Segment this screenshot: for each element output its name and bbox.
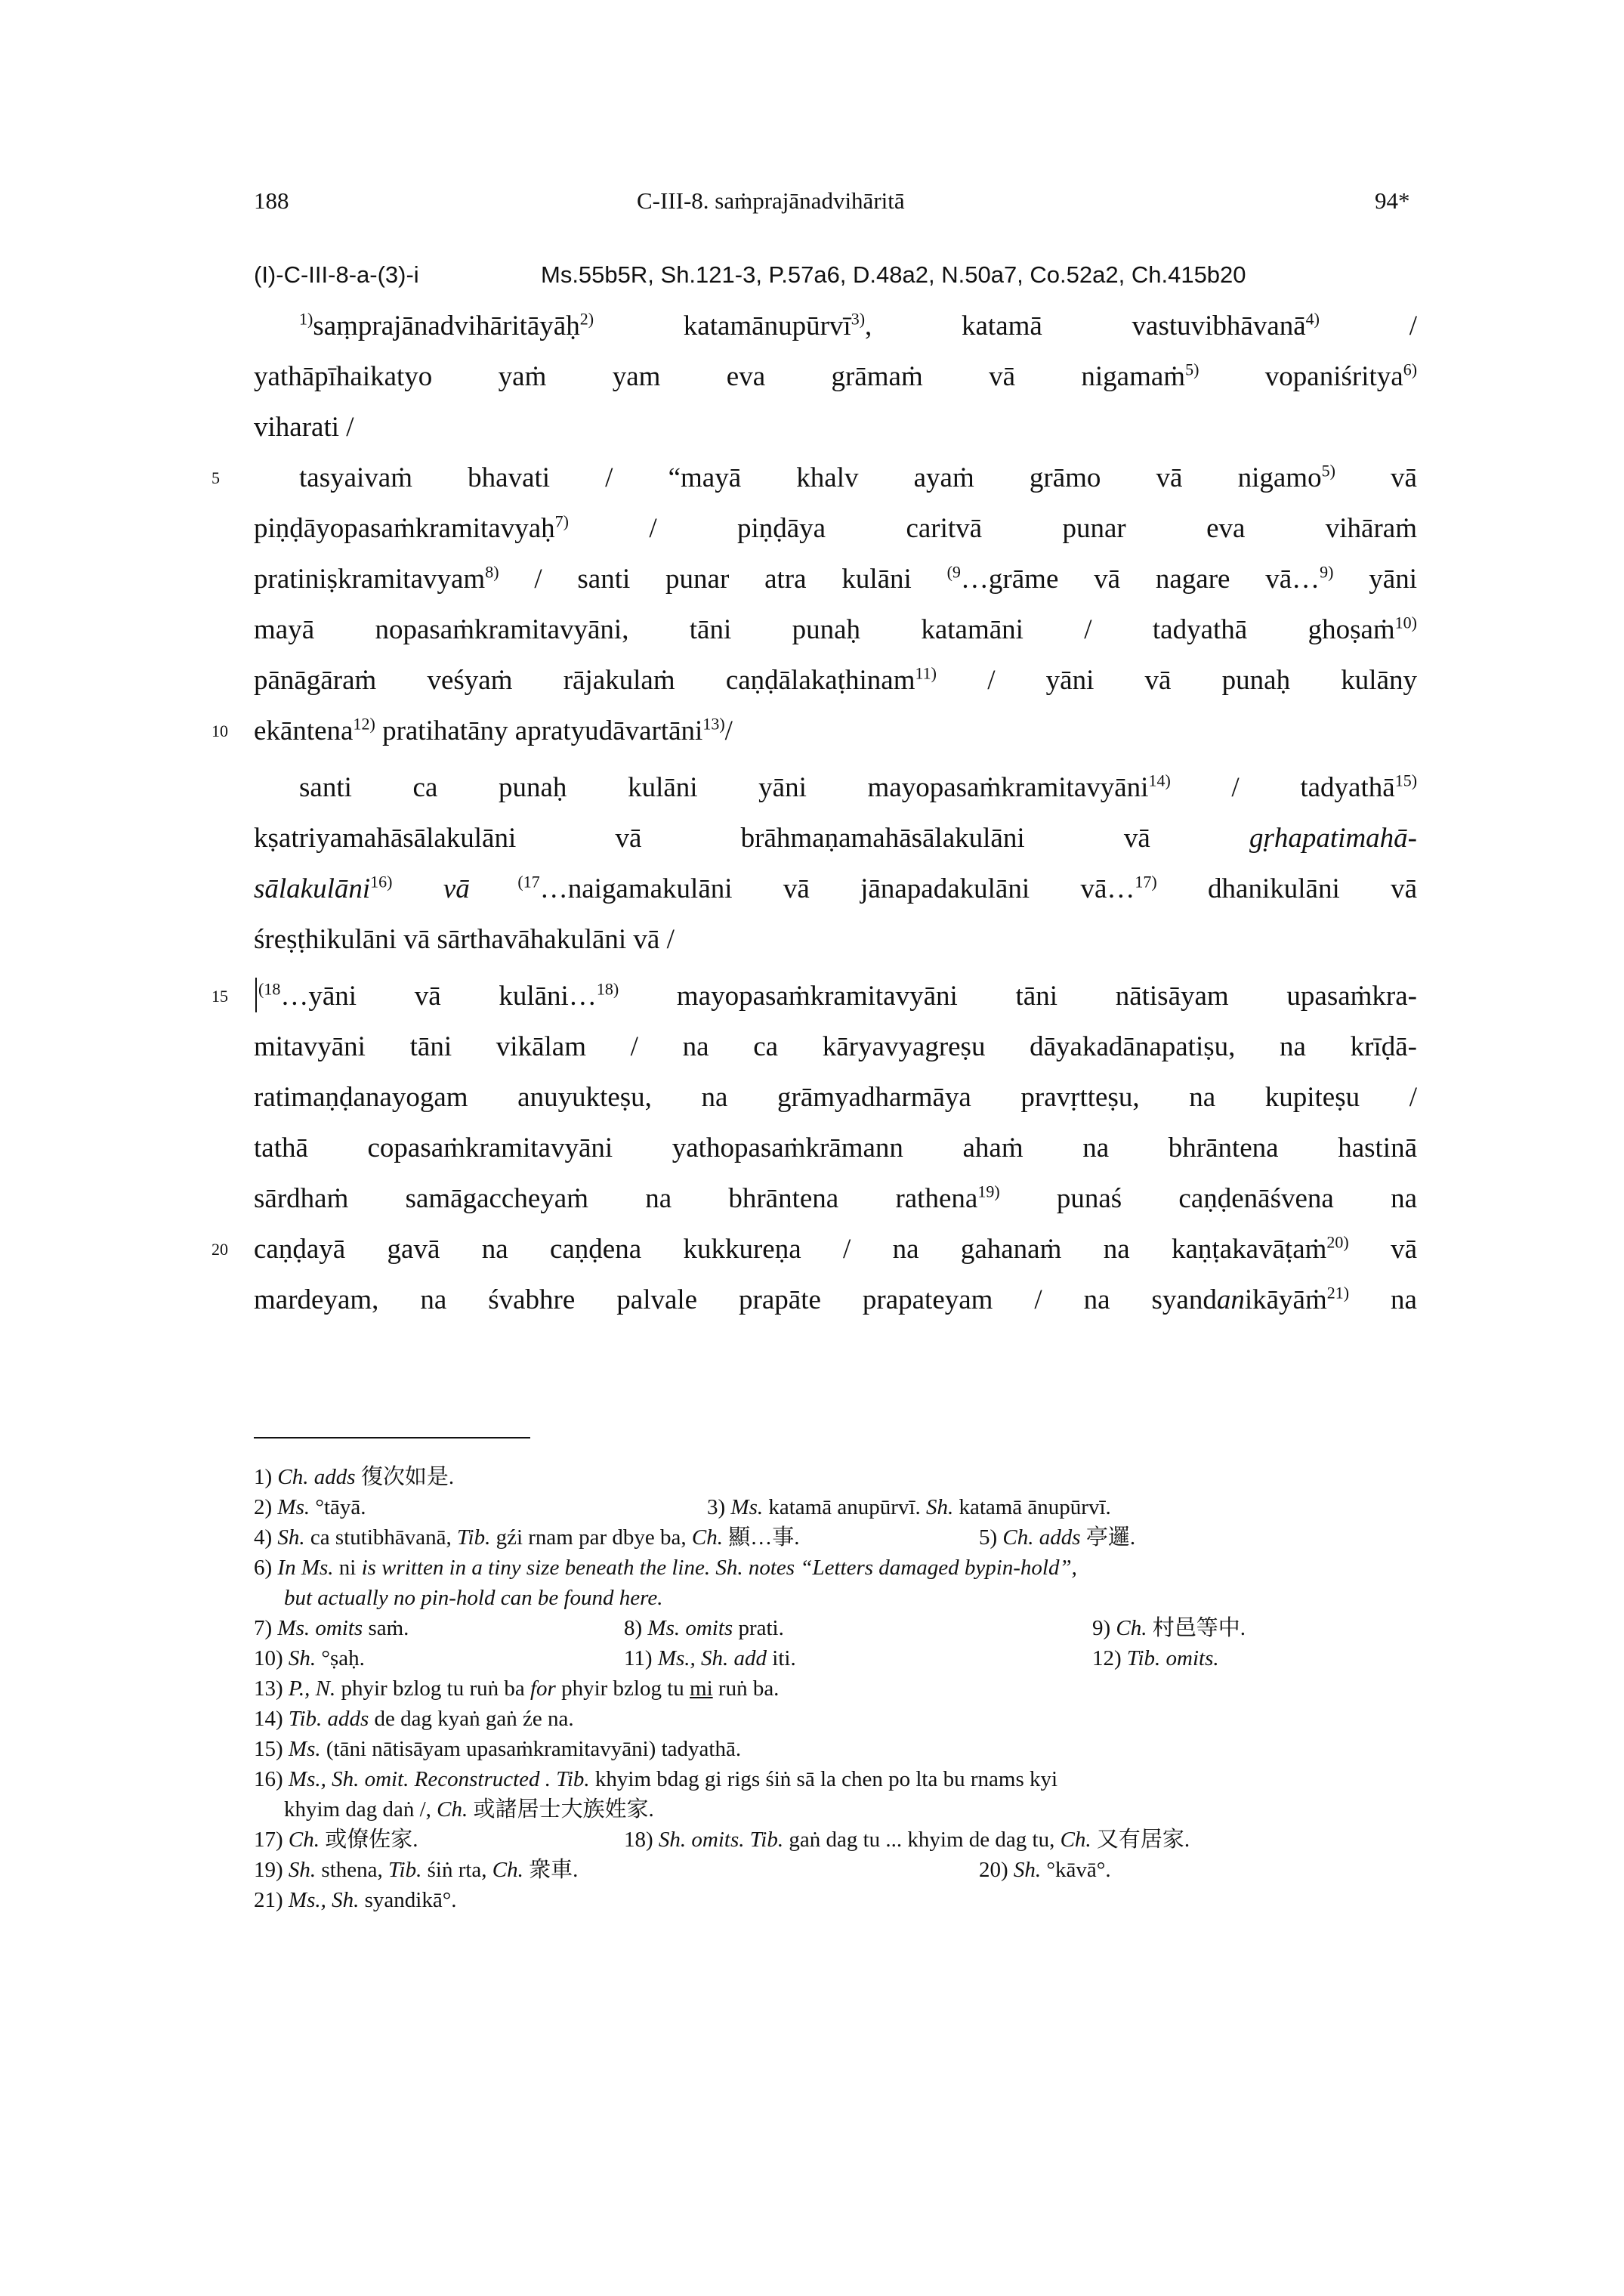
text-line-12 bbox=[254, 864, 1417, 914]
text-seg: …naigamakulāni vā jānapadakulāni vā… bbox=[539, 873, 1135, 904]
footnote-row-2-3 bbox=[254, 1492, 1432, 1522]
left-bracket-bar bbox=[255, 978, 257, 1012]
fn-italic: Ms. bbox=[730, 1495, 764, 1519]
text-seg: …grāme vā nagare vā… bbox=[960, 564, 1320, 595]
note-ref-4: 4) bbox=[1305, 309, 1320, 329]
text-line-13 bbox=[254, 914, 1417, 965]
fn-italic: for bbox=[529, 1676, 556, 1701]
line-number-10: 10 bbox=[211, 722, 228, 740]
fn-italic: Ms. omits bbox=[647, 1616, 733, 1640]
text-line-1 bbox=[254, 301, 1417, 351]
fn-num: 16) bbox=[254, 1767, 289, 1791]
text-line-9 bbox=[211, 706, 1417, 756]
fn-italic: Sh. omits. Tib. bbox=[658, 1828, 784, 1852]
fn-num: 18) bbox=[624, 1828, 659, 1852]
fn-italic: Sh. bbox=[288, 1646, 316, 1670]
fn-italic: Ch. bbox=[437, 1797, 468, 1822]
fn-text: katamā ānupūrvī. bbox=[953, 1495, 1111, 1519]
footnote-14 bbox=[254, 1704, 1432, 1734]
text-seg: sārdhaṁ samāgaccheyaṁ na bhrāntena rathena bbox=[254, 1183, 978, 1214]
text-line-6 bbox=[254, 554, 1417, 604]
text-seg: viharati / bbox=[254, 412, 354, 443]
text-seg: katamānupūrvī bbox=[594, 311, 851, 341]
text-seg: tathā copasaṁkramitavyāni yathopasaṁkrāmann ahaṁ na bhrāntena hastinā bbox=[254, 1133, 1417, 1163]
fn-italic: Sh. bbox=[277, 1525, 305, 1550]
fn-text: gaṅ dag tu ... khyim de dag tu, bbox=[783, 1828, 1061, 1852]
fn-num: 14) bbox=[254, 1707, 289, 1731]
text-seg: ratimaṇḍanayogam anuyukteṣu, na grāmyadharmāya pravṛtteṣu, na kupiteṣu / bbox=[254, 1082, 1417, 1113]
fn-text: °kāvā°. bbox=[1041, 1858, 1111, 1882]
text-seg: pratihatāny apratyudāvartāni bbox=[375, 715, 703, 746]
fn-text: khyim dag daṅ /, bbox=[284, 1797, 437, 1822]
footnote-6 bbox=[254, 1553, 1432, 1613]
text-seg: kṣatriyamahāsālakulāni vā brāhmaṇamahāsālakulāni vā bbox=[254, 823, 1249, 854]
fn-italic: Ms. bbox=[277, 1495, 310, 1519]
footnote-8 bbox=[624, 1613, 784, 1643]
running-title: C-III-8. saṁprajānadvihāritā bbox=[637, 187, 905, 214]
fn-text: 衆車. bbox=[523, 1858, 579, 1882]
fn-num: 11) bbox=[624, 1646, 658, 1670]
fn-num: 21) bbox=[254, 1888, 289, 1912]
note-ref-18-close: 18) bbox=[596, 979, 619, 999]
text-seg-italic: gṛhapatimahā- bbox=[1249, 823, 1417, 854]
line-number-20: 20 bbox=[211, 1240, 228, 1259]
fn-italic: Sh. bbox=[288, 1858, 316, 1882]
fn-num: 5) bbox=[979, 1525, 1003, 1550]
footnote-21 bbox=[254, 1885, 1432, 1915]
fn-num: 17) bbox=[254, 1828, 289, 1852]
note-ref-11: 11) bbox=[915, 663, 937, 683]
text-line-11 bbox=[254, 813, 1417, 864]
footnote-9 bbox=[1092, 1613, 1246, 1643]
note-ref-5: 5) bbox=[1185, 360, 1199, 379]
fn-num: 13) bbox=[254, 1676, 289, 1701]
note-ref-9-open: (9 bbox=[946, 562, 961, 582]
note-ref-6: 6) bbox=[1403, 360, 1418, 379]
fn-text: °ṣaḥ. bbox=[316, 1646, 365, 1670]
fn-text: 亭邏. bbox=[1080, 1525, 1136, 1550]
text-line-5 bbox=[254, 503, 1417, 554]
text-seg: / piṇḍāya caritvā punar eva vihāraṁ bbox=[568, 513, 1417, 544]
footnotes bbox=[254, 1462, 1432, 1915]
fn-italic: P., N. bbox=[288, 1676, 336, 1701]
text-seg: vopaniśritya bbox=[1199, 361, 1403, 392]
fn-italic: Ms., Sh. omit. Reconstructed . Tib. bbox=[288, 1767, 590, 1791]
text-seg: / yāni vā punaḥ kulāny bbox=[937, 665, 1417, 696]
text-seg: piṇḍāyopasaṁkramitavyaḥ bbox=[254, 513, 555, 544]
section-id-line bbox=[254, 258, 1387, 292]
fn-text: phyir bzlog tu ruṅ ba bbox=[335, 1676, 530, 1701]
text-line-3 bbox=[254, 402, 1417, 453]
footnote-4 bbox=[254, 1525, 800, 1550]
fn-italic: is written in a tiny size beneath the line. Sh. notes “Letters damaged bypin-hold”, bbox=[361, 1556, 1077, 1580]
footnote-11 bbox=[624, 1643, 796, 1673]
footnote-13 bbox=[254, 1673, 1432, 1704]
note-ref-21: 21) bbox=[1326, 1283, 1350, 1303]
text-line-14 bbox=[211, 971, 1417, 1021]
fn-italic: Ch. bbox=[1116, 1616, 1147, 1640]
fn-num: 4) bbox=[254, 1525, 278, 1550]
footnote-row-7-9 bbox=[254, 1613, 1432, 1643]
note-ref-20: 20) bbox=[1326, 1232, 1349, 1252]
fn-num: 3) bbox=[707, 1495, 731, 1519]
fn-num: 1) bbox=[254, 1465, 278, 1489]
footnote-12 bbox=[1092, 1643, 1219, 1673]
text-seg: yathāpīhaikatyo yaṁ yam eva grāmaṁ vā nigamaṁ bbox=[254, 361, 1186, 392]
fn-num: 6) bbox=[254, 1556, 278, 1580]
fn-text: ni bbox=[333, 1556, 362, 1580]
text-line-19 bbox=[211, 1224, 1417, 1275]
text-line-10 bbox=[254, 762, 1417, 813]
note-ref-17-open: (17 bbox=[469, 872, 540, 892]
text-seg: na bbox=[1349, 1284, 1417, 1315]
note-ref-3: 3) bbox=[851, 309, 866, 329]
text-seg: śreṣṭhikulāni vā sārthavāhakulāni vā / bbox=[254, 924, 675, 955]
text-seg: tasyaivaṁ bhavati / “mayā khalv ayaṁ grāmo vā nigamo bbox=[299, 462, 1322, 493]
fn-text: sthena, bbox=[316, 1858, 389, 1882]
text-seg-italic: vā bbox=[392, 873, 470, 904]
fn-italic: Ch. adds bbox=[1002, 1525, 1081, 1550]
text-line-20 bbox=[254, 1275, 1417, 1325]
fn-text: 村邑等中. bbox=[1147, 1616, 1246, 1640]
fn-italic: Ch. bbox=[492, 1858, 523, 1882]
note-ref-5: 5) bbox=[1321, 461, 1335, 481]
text-seg: vā bbox=[1348, 1234, 1417, 1265]
text-seg: / tadyathā bbox=[1170, 772, 1395, 803]
fn-num: 9) bbox=[1092, 1616, 1116, 1640]
note-ref-19: 19) bbox=[977, 1182, 1000, 1201]
fn-text: katamā anupūrvī. bbox=[763, 1495, 926, 1519]
text-seg-italic: sālakulāni bbox=[254, 873, 371, 904]
fn-italic: Ms., Sh. bbox=[288, 1888, 360, 1912]
fn-text: 顯…事. bbox=[722, 1525, 800, 1550]
footnote-row-10-12 bbox=[254, 1643, 1432, 1673]
footnote-row-4-5 bbox=[254, 1522, 1432, 1553]
text-seg: mayopasaṁkramitavyāni tāni nātisāyam upasaṁkra- bbox=[619, 981, 1417, 1012]
section-label: (I)-C-III-8-a-(3)-i bbox=[254, 261, 419, 288]
fn-num: 15) bbox=[254, 1737, 289, 1761]
footnote-1 bbox=[254, 1462, 1432, 1492]
fn-text: °tāyā. bbox=[310, 1495, 366, 1519]
fn-text: śiṅ rta, bbox=[421, 1858, 492, 1882]
fn-text: syandikā°. bbox=[359, 1888, 457, 1912]
footnote-18 bbox=[624, 1825, 1190, 1855]
fn-italic: Tib. omits. bbox=[1126, 1646, 1219, 1670]
fn-text: 又有居家. bbox=[1091, 1828, 1190, 1852]
text-line-4 bbox=[211, 453, 1417, 503]
fn-num: 20) bbox=[979, 1858, 1014, 1882]
fn-text: saṁ. bbox=[363, 1616, 409, 1640]
fn-text: 或僚佐家. bbox=[320, 1828, 418, 1852]
text-seg: pānāgāraṁ veśyaṁ rājakulaṁ caṇḍālakaṭhinam bbox=[254, 665, 915, 696]
text-line-15 bbox=[254, 1021, 1417, 1072]
fn-underlined: mi bbox=[690, 1676, 713, 1701]
text-seg: punaś caṇḍenāśvena na bbox=[999, 1183, 1417, 1214]
fn-text: 或諸居士大族姓家. bbox=[468, 1797, 654, 1822]
text-seg: yāni bbox=[1333, 564, 1417, 595]
footnote-7 bbox=[254, 1616, 409, 1640]
footnote-row-19-20 bbox=[254, 1855, 1432, 1885]
text-seg: mayā nopasaṁkramitavyāni, tāni punaḥ katamāni / tadyathā ghoṣaṁ bbox=[254, 614, 1395, 645]
fn-num: 10) bbox=[254, 1646, 289, 1670]
footnote-17 bbox=[254, 1828, 418, 1852]
fn-text: (tāni nātisāyam upasaṁkramitavyāni) tadyathā. bbox=[320, 1737, 742, 1761]
text-seg: / bbox=[724, 715, 733, 746]
text-seg: / santi punar atra kulāni bbox=[499, 564, 947, 595]
footnote-15 bbox=[254, 1734, 1432, 1764]
text-line-7 bbox=[254, 604, 1417, 655]
fn-italic: Sh. bbox=[1013, 1858, 1042, 1882]
fn-italic: Ms. omits bbox=[277, 1616, 363, 1640]
fn-text: khyim bdag gi rigs śiṅ sā la chen po lta bu rnams kyi bbox=[589, 1767, 1058, 1791]
text-seg: / bbox=[1320, 311, 1417, 341]
footnote-3 bbox=[707, 1492, 1111, 1522]
page-number: 188 bbox=[254, 187, 289, 214]
fn-italic: Ms. bbox=[288, 1737, 321, 1761]
note-ref-13: 13) bbox=[702, 714, 725, 734]
note-ref-18-open: (18 bbox=[258, 979, 281, 999]
fn-italic: Sh. bbox=[925, 1495, 954, 1519]
fn-text: phyir bzlog tu bbox=[555, 1676, 690, 1701]
footnote-10 bbox=[254, 1646, 365, 1670]
manuscript-references: Ms.55b5R, Sh.121-3, P.57a6, D.48a2, N.50a7, Co.52a2, Ch.415b20 bbox=[541, 261, 1246, 288]
fn-italic: Tib. adds bbox=[288, 1707, 369, 1731]
line-number-15: 15 bbox=[211, 987, 228, 1006]
fn-italic: Ms., Sh. add bbox=[657, 1646, 767, 1670]
footnote-2 bbox=[254, 1495, 366, 1519]
note-ref-16: 16) bbox=[370, 872, 393, 892]
fn-italic: Ch. bbox=[691, 1525, 723, 1550]
line-number-5: 5 bbox=[211, 468, 220, 487]
note-ref-12: 12) bbox=[353, 714, 375, 734]
text-seg: ekāntena bbox=[254, 715, 354, 746]
footnote-5 bbox=[979, 1522, 1135, 1553]
note-ref-14: 14) bbox=[1148, 771, 1171, 790]
note-ref-9-close: 9) bbox=[1320, 562, 1334, 582]
footnote-20 bbox=[979, 1855, 1111, 1885]
text-seg: caṇḍayā gavā na caṇḍena kukkureṇa / na gahanaṁ na kaṇṭakavāṭaṁ bbox=[254, 1234, 1327, 1265]
text-seg: …yāni vā kulāni… bbox=[280, 981, 597, 1012]
fn-text: 復次如是. bbox=[355, 1465, 455, 1489]
fn-italic: Ch. bbox=[1060, 1828, 1091, 1852]
fn-italic: Ch. bbox=[288, 1828, 320, 1852]
text-line-8 bbox=[254, 655, 1417, 706]
footnote-19 bbox=[254, 1858, 578, 1882]
fn-num: 19) bbox=[254, 1858, 289, 1882]
text-line-16 bbox=[254, 1072, 1417, 1123]
note-ref-10: 10) bbox=[1394, 613, 1417, 632]
text-seg: saṃprajānadvihāritāyāḥ bbox=[313, 311, 580, 341]
text-line-17 bbox=[254, 1123, 1417, 1173]
fn-text: de dag kyaṅ gaṅ źe na. bbox=[369, 1707, 574, 1731]
text-line-2 bbox=[254, 351, 1417, 402]
fn-text: iti. bbox=[767, 1646, 796, 1670]
fn-num: 12) bbox=[1092, 1646, 1127, 1670]
note-ref-1: 1) bbox=[299, 309, 313, 329]
fn-text: gźi rnam par dbye ba, bbox=[490, 1525, 692, 1550]
folio-number: 94* bbox=[1375, 187, 1410, 214]
note-ref-2: 2) bbox=[579, 309, 594, 329]
text-seg: santi ca punaḥ kulāni yāni mayopasaṁkramitavyāni bbox=[299, 772, 1149, 803]
note-ref-8: 8) bbox=[485, 562, 499, 582]
text-seg: mardeyam, na śvabhre palvale prapāte prapateyam / na syandanikāyāṁ bbox=[254, 1284, 1327, 1315]
fn-num: 8) bbox=[624, 1616, 648, 1640]
note-ref-17-close: 17) bbox=[1135, 872, 1157, 892]
fn-italic: Ch. adds bbox=[277, 1465, 356, 1489]
text-line-18 bbox=[254, 1173, 1417, 1224]
fn-num: 7) bbox=[254, 1616, 278, 1640]
fn-num: 2) bbox=[254, 1495, 278, 1519]
fn-italic: Tib. bbox=[388, 1858, 422, 1882]
fn-text: ca stutibhāvanā, bbox=[304, 1525, 457, 1550]
fn-italic: but actually no pin-hold can be found here. bbox=[284, 1586, 663, 1610]
fn-italic: Tib. bbox=[457, 1525, 491, 1550]
text-seg: vā bbox=[1335, 462, 1417, 493]
text-seg-italic: an bbox=[1216, 1284, 1245, 1315]
fn-text: prati. bbox=[733, 1616, 784, 1640]
fn-text: ruṅ ba. bbox=[712, 1676, 780, 1701]
text-seg: mitavyāni tāni vikālam / na ca kāryavyagreṣu dāyakadānapatiṣu, na krīḍā- bbox=[254, 1031, 1417, 1062]
footnote-rule bbox=[254, 1437, 530, 1438]
note-ref-7: 7) bbox=[554, 511, 569, 531]
text-seg: dhanikulāni vā bbox=[1156, 873, 1418, 904]
main-text bbox=[211, 301, 1418, 1325]
text-seg: , katamā vastuvibhāvanā bbox=[865, 311, 1306, 341]
text-seg: pratiniṣkramitavyam bbox=[254, 564, 486, 595]
fn-italic: In Ms. bbox=[277, 1556, 334, 1580]
note-ref-15: 15) bbox=[1394, 771, 1418, 790]
footnote-16 bbox=[254, 1764, 1432, 1825]
footnote-row-17-18 bbox=[254, 1825, 1432, 1855]
